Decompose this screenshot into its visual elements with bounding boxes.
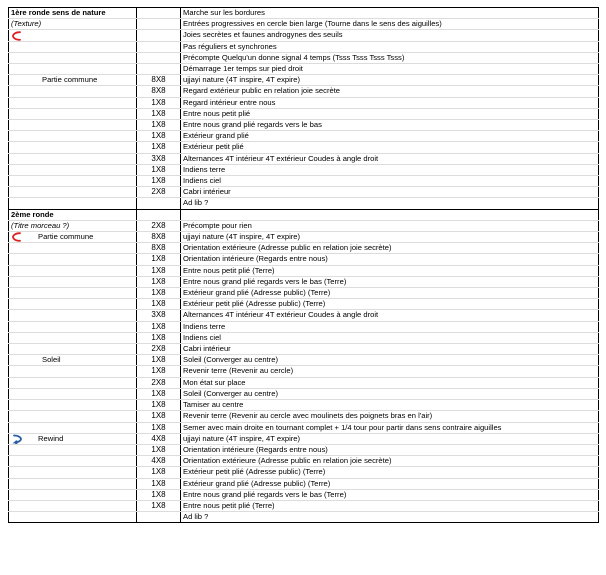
step-description: Précompte Quelqu'un donne signal 4 temps (Tsss Tsss Tsss Tsss): [181, 52, 599, 63]
section-cell: [9, 176, 137, 187]
section-label: 2ème ronde: [11, 209, 54, 219]
measure-count: 1X8: [137, 164, 181, 175]
step-description: Ad lib ?: [181, 512, 599, 523]
section-cell-content: [11, 53, 134, 63]
section-cell: [9, 8, 137, 19]
measure-count: 1X8: [137, 108, 181, 119]
section-cell: [9, 321, 137, 332]
section-cell-content: [11, 501, 134, 511]
table-row: [9, 64, 599, 75]
table-row: [9, 97, 599, 108]
section-cell: [9, 254, 137, 265]
step-description: Extérieur petit plié (Adresse public) (Terre): [181, 467, 599, 478]
section-cell: [9, 276, 137, 287]
table-row: [9, 344, 599, 355]
section-cell: [9, 366, 137, 377]
blue-arc-icon: [11, 434, 23, 444]
step-description: Alternances 4T intérieur 4T extérieur Coudes à angle droit: [181, 153, 599, 164]
table-row: [9, 500, 599, 511]
section-cell-content: [11, 288, 134, 298]
measure-count: 8X8: [137, 232, 181, 243]
measure-count: 1X8: [137, 254, 181, 265]
step-description: Orientation extérieure (Adresse public en relation joie secrète): [181, 243, 599, 254]
section-cell: [9, 164, 137, 175]
table-row: [9, 131, 599, 142]
section-cell: [9, 288, 137, 299]
table-row: [9, 422, 599, 433]
measure-count: 1X8: [137, 444, 181, 455]
measure-count: 1X8: [137, 142, 181, 153]
step-description: Orientation intérieure (Regards entre nous): [181, 254, 599, 265]
table-row: [9, 433, 599, 444]
section-cell: [9, 444, 137, 455]
section-cell-content: [11, 243, 134, 253]
measure-count: [137, 64, 181, 75]
section-cell: [9, 187, 137, 198]
table-row: [9, 8, 599, 19]
section-cell-content: [11, 19, 134, 29]
section-cell-content: [11, 187, 134, 197]
section-cell: [9, 422, 137, 433]
section-cell-content: [11, 221, 134, 231]
section-cell: [9, 344, 137, 355]
section-cell-content: [11, 30, 134, 40]
section-cell: [9, 310, 137, 321]
measure-count: 1X8: [137, 288, 181, 299]
step-description: Orientation intérieure (Regards entre nous): [181, 444, 599, 455]
section-label: (Texture): [11, 19, 42, 29]
table-row: [9, 310, 599, 321]
measure-count: 1X8: [137, 422, 181, 433]
step-description: Extérieur grand plié: [181, 131, 599, 142]
step-description: Extérieur grand plié (Adresse public) (Terre): [181, 478, 599, 489]
step-description: Entre nous grand plié regards vers le bas (Terre): [181, 276, 599, 287]
step-description: Entre nous petit plié (Terre): [181, 500, 599, 511]
table-row: [9, 19, 599, 30]
step-description: Revenir terre (Revenir au cercle avec moulinets des poignets bras en l'air): [181, 411, 599, 422]
section-cell-content: [11, 366, 134, 376]
section-cell: [9, 232, 137, 243]
red-arc-icon: [11, 232, 23, 242]
step-description: Revenir terre (Revenir au cercle): [181, 366, 599, 377]
section-cell: [9, 433, 137, 444]
table-row: [9, 332, 599, 343]
step-description: Extérieur petit plié (Adresse public) (Terre): [181, 299, 599, 310]
measure-count: 1X8: [137, 97, 181, 108]
section-cell: [9, 388, 137, 399]
section-label: Rewind: [38, 433, 64, 443]
section-cell-content: [11, 310, 134, 320]
section-cell: [9, 86, 137, 97]
table-row: [9, 164, 599, 175]
section-cell: [9, 500, 137, 511]
measure-count: 2X8: [137, 377, 181, 388]
table-row: [9, 489, 599, 500]
table-row: [9, 41, 599, 52]
section-cell-content: [11, 411, 134, 421]
table-row: [9, 265, 599, 276]
step-description: Regard intérieur entre nous: [181, 97, 599, 108]
table-row: [9, 243, 599, 254]
section-cell: [9, 265, 137, 276]
table-row: [9, 232, 599, 243]
section-cell: [9, 108, 137, 119]
measure-count: 1X8: [137, 131, 181, 142]
step-description: ujjayi nature (4T inspire, 4T expire): [181, 433, 599, 444]
section-cell-content: [11, 490, 134, 500]
step-description: Cabri intérieur: [181, 187, 599, 198]
measure-count: 3X8: [137, 310, 181, 321]
table-row: [9, 388, 599, 399]
step-description: [181, 209, 599, 220]
measure-count: 1X8: [137, 276, 181, 287]
measure-count: 1X8: [137, 388, 181, 399]
step-description: Semer avec main droite en tournant complet + 1/4 tour pour partir dans sens contraire aiguilles: [181, 422, 599, 433]
section-cell: [9, 478, 137, 489]
section-cell-content: [11, 109, 134, 119]
red-arc-icon: [11, 31, 23, 41]
section-cell-content: [11, 86, 134, 96]
section-cell: [9, 243, 137, 254]
section-cell: [9, 377, 137, 388]
section-cell: [9, 489, 137, 500]
section-cell-content: [11, 8, 134, 18]
step-description: Extérieur petit plié: [181, 142, 599, 153]
table-row: [9, 187, 599, 198]
section-cell-content: [11, 232, 134, 242]
section-cell-content: [11, 210, 134, 220]
section-cell-content: [11, 266, 134, 276]
measure-count: 2X8: [137, 187, 181, 198]
measure-count: 1X8: [137, 478, 181, 489]
table-row: [9, 86, 599, 97]
table-row: [9, 411, 599, 422]
section-cell: [9, 198, 137, 209]
table-row: [9, 176, 599, 187]
measure-count: [137, 512, 181, 523]
section-cell-content: [11, 389, 134, 399]
step-description: Regard extérieur public en relation joie secrète: [181, 86, 599, 97]
step-description: Tamiser au centre: [181, 400, 599, 411]
measure-count: [137, 19, 181, 30]
section-cell-content: [11, 120, 134, 130]
section-cell: [9, 467, 137, 478]
step-description: Entre nous petit plié: [181, 108, 599, 119]
step-description: Entre nous petit plié (Terre): [181, 265, 599, 276]
section-cell: [9, 52, 137, 63]
choreography-sheet: [8, 7, 599, 523]
section-cell-content: [11, 254, 134, 264]
measure-count: 1X8: [137, 400, 181, 411]
measure-count: 1X8: [137, 366, 181, 377]
section-cell-content: [11, 198, 134, 208]
measure-count: 8X8: [137, 86, 181, 97]
step-description: Entre nous grand plié regards vers le bas (Terre): [181, 489, 599, 500]
table-row: [9, 512, 599, 523]
measure-count: 1X8: [137, 467, 181, 478]
table-row: [9, 377, 599, 388]
section-label: Soleil: [42, 355, 61, 365]
measure-count: 2X8: [137, 220, 181, 231]
step-description: Joies secrètes et faunes androgynes des seuils: [181, 30, 599, 41]
step-description: ujjayi nature (4T inspire, 4T expire): [181, 232, 599, 243]
section-cell-content: [11, 512, 134, 522]
section-cell: [9, 153, 137, 164]
section-cell-content: [11, 75, 134, 85]
measure-count: [137, 52, 181, 63]
section-cell-content: [11, 131, 134, 141]
section-cell-content: [11, 445, 134, 455]
step-description: Indiens ciel: [181, 176, 599, 187]
section-cell: [9, 30, 137, 41]
section-cell-content: [11, 165, 134, 175]
step-description: Ad lib ?: [181, 198, 599, 209]
measure-count: 1X8: [137, 489, 181, 500]
section-cell: [9, 97, 137, 108]
table-row: [9, 288, 599, 299]
step-description: Mon état sur place: [181, 377, 599, 388]
section-cell-content: [11, 434, 134, 444]
measure-count: [137, 8, 181, 19]
table-row: [9, 276, 599, 287]
measure-count: 8X8: [137, 75, 181, 86]
table-row: [9, 153, 599, 164]
section-cell: [9, 19, 137, 30]
table-row: [9, 52, 599, 63]
step-description: Démarrage 1er temps sur pied droit: [181, 64, 599, 75]
section-cell: [9, 411, 137, 422]
measure-count: 1X8: [137, 355, 181, 366]
section-cell: [9, 456, 137, 467]
measure-count: 1X8: [137, 321, 181, 332]
measure-count: 4X8: [137, 433, 181, 444]
step-description: Cabri intérieur: [181, 344, 599, 355]
measure-count: 1X8: [137, 120, 181, 131]
section-label: Partie commune: [38, 232, 94, 242]
step-description: Précompte pour rien: [181, 220, 599, 231]
table-row: [9, 366, 599, 377]
table-row: [9, 30, 599, 41]
section-cell: [9, 64, 137, 75]
measure-count: 4X8: [137, 456, 181, 467]
section-cell: [9, 220, 137, 231]
step-description: Indiens ciel: [181, 332, 599, 343]
sheet-body: [9, 8, 599, 523]
step-description: Soleil (Converger au centre): [181, 388, 599, 399]
table-row: [9, 456, 599, 467]
section-cell: [9, 299, 137, 310]
section-cell: [9, 209, 137, 220]
section-cell: [9, 355, 137, 366]
table-row: [9, 467, 599, 478]
step-description: ujjayi nature (4T inspire, 4T expire): [181, 75, 599, 86]
section-cell: [9, 41, 137, 52]
table-row: [9, 321, 599, 332]
section-cell-content: [11, 299, 134, 309]
section-cell-content: [11, 400, 134, 410]
section-cell-content: [11, 64, 134, 74]
measure-count: [137, 41, 181, 52]
measure-count: 3X8: [137, 153, 181, 164]
section-label: (Titre morceau ?): [11, 220, 70, 230]
table-row: [9, 120, 599, 131]
measure-count: 2X8: [137, 344, 181, 355]
table-row: [9, 444, 599, 455]
step-description: Soleil (Converger au centre): [181, 355, 599, 366]
section-cell: [9, 75, 137, 86]
section-cell-content: [11, 98, 134, 108]
step-description: Extérieur grand plié (Adresse public) (Terre): [181, 288, 599, 299]
section-cell: [9, 400, 137, 411]
section-cell: [9, 332, 137, 343]
section-cell-content: [11, 344, 134, 354]
section-cell-content: [11, 456, 134, 466]
section-cell-content: [11, 423, 134, 433]
section-label: 1ère ronde sens de nature: [11, 8, 106, 17]
measure-count: 1X8: [137, 265, 181, 276]
table-row: [9, 220, 599, 231]
measure-count: 8X8: [137, 243, 181, 254]
section-cell: [9, 512, 137, 523]
measure-count: [137, 30, 181, 41]
step-description: Marche sur les bordures: [181, 8, 599, 19]
section-cell-content: [11, 42, 134, 52]
measure-count: 1X8: [137, 176, 181, 187]
section-label: Partie commune: [42, 75, 98, 85]
table-row: [9, 198, 599, 209]
step-description: Alternances 4T intérieur 4T extérieur Coudes à angle droit: [181, 310, 599, 321]
measure-count: [137, 198, 181, 209]
section-cell-content: [11, 176, 134, 186]
section-cell: [9, 120, 137, 131]
step-description: Pas réguliers et synchrones: [181, 41, 599, 52]
section-cell-content: [11, 467, 134, 477]
measure-count: [137, 209, 181, 220]
table-row: [9, 254, 599, 265]
step-description: Indiens terre: [181, 164, 599, 175]
section-cell-content: [11, 277, 134, 287]
section-cell-content: [11, 333, 134, 343]
section-cell-content: [11, 322, 134, 332]
table-row: [9, 209, 599, 220]
section-cell-content: [11, 378, 134, 388]
section-cell: [9, 131, 137, 142]
section-cell-content: [11, 479, 134, 489]
measure-count: 1X8: [137, 411, 181, 422]
measure-count: 1X8: [137, 332, 181, 343]
table-row: [9, 478, 599, 489]
step-description: Entre nous grand plié regards vers le bas: [181, 120, 599, 131]
section-cell-content: [11, 142, 134, 152]
section-cell-content: [11, 154, 134, 164]
step-description: Indiens terre: [181, 321, 599, 332]
table-row: [9, 355, 599, 366]
section-cell: [9, 142, 137, 153]
measure-count: 1X8: [137, 500, 181, 511]
table-row: [9, 108, 599, 119]
table-row: [9, 142, 599, 153]
measure-count: 1X8: [137, 299, 181, 310]
section-cell-content: [11, 355, 134, 365]
table-row: [9, 75, 599, 86]
table-row: [9, 400, 599, 411]
table-row: [9, 299, 599, 310]
step-description: Orientation extérieure (Adresse public en relation joie secrète): [181, 456, 599, 467]
step-description: Entrées progressives en cercle bien large (Tourne dans le sens des aiguilles): [181, 19, 599, 30]
